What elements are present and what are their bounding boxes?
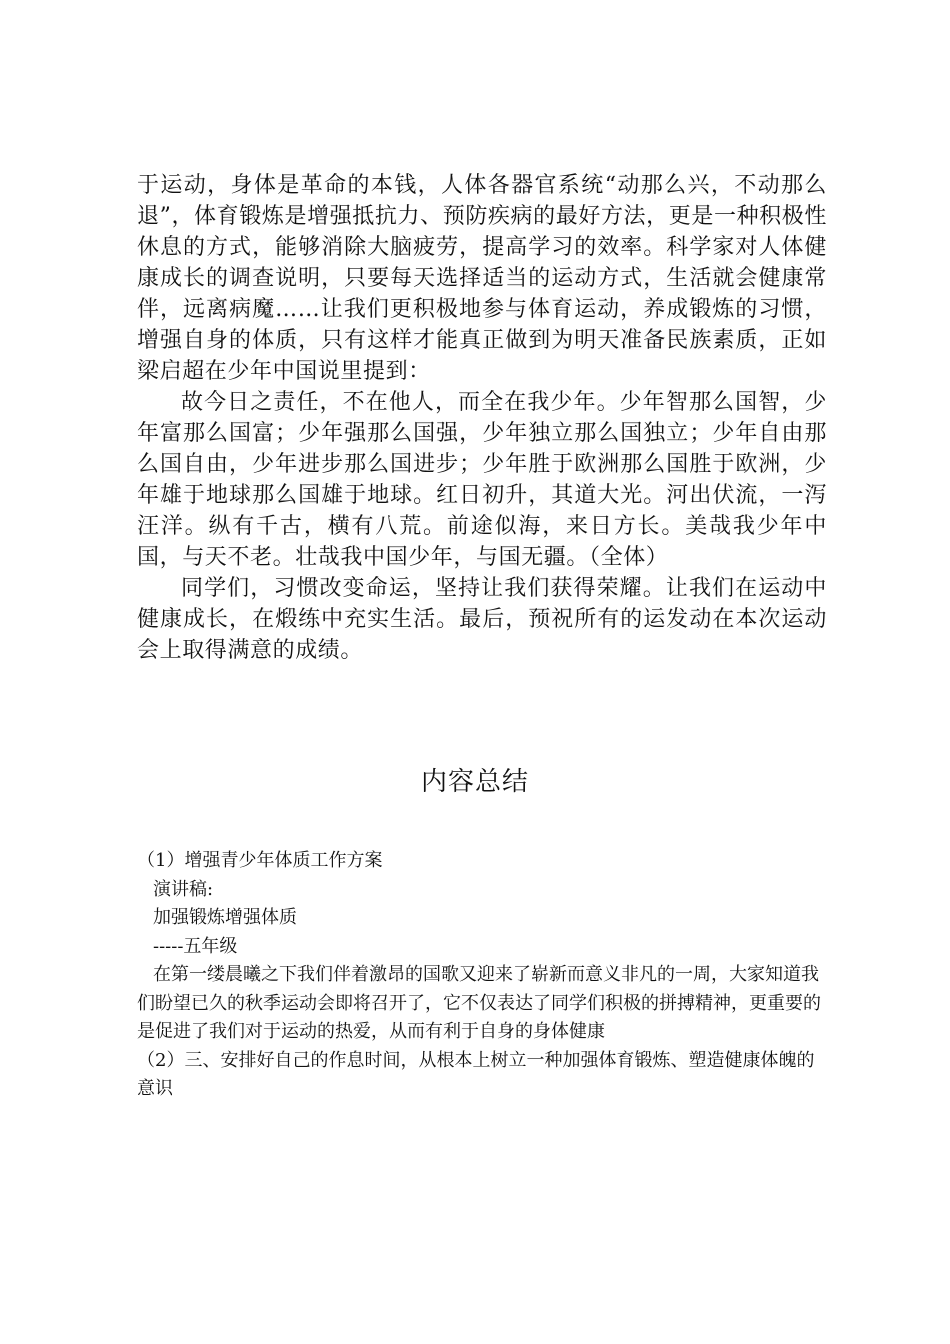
summary-item-1-line-3: 加强锻炼增强体质 (153, 907, 297, 928)
summary-section (137, 847, 827, 1104)
summary-title: 内容总结 (420, 767, 529, 797)
speech-body (137, 170, 827, 666)
summary-item-1-heading: （1）增强青少年体质工作方案 (137, 850, 383, 871)
body-paragraph-closing: 同学们，习惯改变命运，坚持让我们获得荣耀。让我们在运动中健康成长，在煅练中充实生活。最后，预祝所有的运发动在本次运动会上取得满意的成绩。 (137, 576, 827, 663)
summary-item-2: （2）三、安排好自己的作息时间，从根本上树立一种加强体育锻炼、塑造健康体魄的意识 (137, 1049, 815, 1099)
body-paragraph-1: 于运动，身体是革命的本钱，人体各器官系统“动那么兴，不动那么退”，体育锻炼是增强抵抗力、预防疾病的最好方法，更是一种积极性休息的方式，能够消除大脑疲劳，提高学习的效率。科学家对人体健康成长的调查说明，只要每天选择适当的运动方式，生活就会健康常伴，远离病魔……让我们更积极地参与体育运动，养成锻炼的习惯，增强自身的体质，只有这样才能真正做到为明天准备民族素质，正如梁启超在少年中国说里提到： (137, 173, 827, 384)
summary-item-1-line-2: 演讲稿: (153, 878, 214, 900)
summary-item-1-paragraph: 在第一缕晨曦之下我们伴着激昂的国歌又迎来了崭新而意义非凡的一周，大家知道我们盼望已久的秋季运动会即将召开了，它不仅表达了同学们积极的拼搏精神，更重要的是促进了我们对于运动的热爱，从而有利于自身的身体健康 (137, 964, 821, 1042)
body-paragraph-quote: 故今日之责任，不在他人，而全在我少年。少年智那么国智，少年富那么国富；少年强那么国强，少年独立那么国独立；少年自由那么国自由，少年进步那么国进步；少年胜于欧洲那么国胜于欧洲，少年雄于地球那么国雄于地球。红日初升，其道大光。河出伏流，一泻汪洋。纵有千古，横有八荒。前途似海，来日方长。美哉我少年中国，与天不老。壮哉我中国少年，与国无疆。（全体） (137, 390, 827, 570)
summary-item-1-line-4: -----五年级 (153, 935, 238, 957)
